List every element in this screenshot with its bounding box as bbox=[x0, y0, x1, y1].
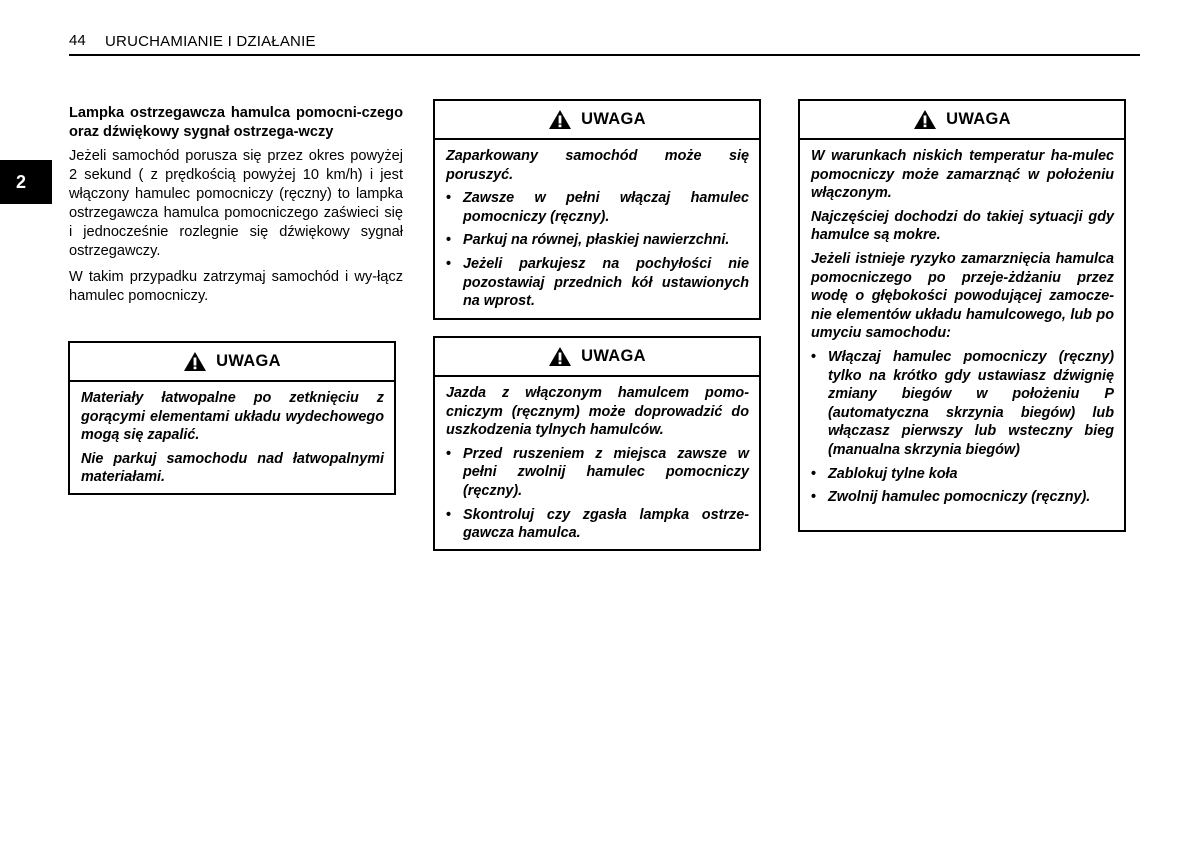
warning-list-item: • Skontroluj czy zgasła lampka ostrze-gawcza hamulca. bbox=[446, 506, 749, 543]
warning-header bbox=[435, 101, 759, 140]
warning-text: W warunkach niskich temperatur ha-mulec pomocniczy może zamarznąć w położeniu włączonym. bbox=[811, 148, 1114, 202]
warning-header bbox=[435, 338, 759, 377]
intro-paragraph: Jeżeli samochód porusza się przez okres powyżej 2 sekund ( z prędkością powyżej 10 km/h) i jest włączony hamulec pomocniczy (ręczny) to lampka ostrzegawcza hamulca pomocniczego zaświeci się i jednocześnie rozlegnie się dźwiękowy sygnał ostrzegawczy. bbox=[69, 148, 403, 259]
warning-header bbox=[800, 101, 1124, 140]
warning-box-freezing bbox=[798, 99, 1126, 532]
warning-list-item: • Włączaj hamulec pomocniczy (ręczny) tylko na krótko gdy ustawiasz dźwignię zmiany biegów w położeniu P (automatyczna skrzynia biegów) lub włączasz pierwszy lub wsteczny bieg (manualna skrzynia biegów) bbox=[811, 348, 1114, 460]
warning-list-item: • Zawsze w pełni włączaj hamulec pomocniczy (ręczny). bbox=[446, 189, 749, 226]
intro-heading: Lampka ostrzegawcza hamulca pomocni-czego oraz dźwiękowy sygnał ostrzega-wczy bbox=[69, 105, 403, 140]
warning-text: Zaparkowany samochód może się poruszyć. bbox=[446, 148, 749, 183]
warning-text: Najczęściej dochodzi do takiej sytuacji gdy hamulce są mokre. bbox=[811, 208, 1114, 244]
warning-text: Nie parkuj samochodu nad łatwopalnymi materiałami. bbox=[81, 450, 384, 486]
warning-triangle-icon bbox=[183, 351, 207, 372]
intro-paragraph: W takim przypadku zatrzymaj samochód i wy-łącz hamulec pomocniczy. bbox=[69, 269, 403, 304]
warning-list-item: • Zwolnij hamulec pomocniczy (ręczny). bbox=[811, 488, 1114, 507]
warning-title: UWAGA bbox=[581, 110, 646, 128]
warning-box-driving-with-brake bbox=[433, 336, 761, 551]
warning-box-flammable bbox=[68, 341, 396, 495]
warning-triangle-icon bbox=[913, 109, 937, 130]
warning-title: UWAGA bbox=[216, 352, 281, 370]
page-header bbox=[69, 31, 1140, 56]
intro-column bbox=[69, 104, 403, 313]
chapter-tab: 2 bbox=[0, 160, 52, 204]
warning-list-item: • Jeżeli parkujesz na pochyłości nie pozostawiaj przednich kół ustawionych na wprost. bbox=[446, 255, 749, 311]
warning-title: UWAGA bbox=[581, 347, 646, 365]
warning-text: Materiały łatwopalne po zetknięciu z gorącymi elementami układu wydechowego mogą się zapalić. bbox=[81, 390, 384, 444]
warning-box-parked-car bbox=[433, 99, 761, 320]
warning-text: Jeżeli istnieje ryzyko zamarznięcia hamulca pomocniczego po przeje-żdżaniu przez wodę o głębokości powodującej zamocze-nie elementów układu hamulcowego, lub po umyciu samochodu: bbox=[811, 250, 1114, 342]
warning-title: UWAGA bbox=[946, 110, 1011, 128]
warning-header bbox=[70, 343, 394, 382]
warning-list-item: • Zablokuj tylne koła bbox=[811, 465, 1114, 484]
warning-triangle-icon bbox=[548, 109, 572, 130]
page-number: 44 bbox=[69, 32, 86, 49]
warning-text: Jazda z włączonym hamulcem pomo-cniczym (ręcznym) może doprowadzić do uszkodzenia tylnych hamulców. bbox=[446, 385, 749, 439]
section-title: URUCHAMIANIE I DZIAŁANIE bbox=[105, 33, 316, 50]
warning-list-item: • Przed ruszeniem z miejsca zawsze w pełni zwolnij hamulec pomocniczy (ręczny). bbox=[446, 445, 749, 501]
warning-list-item: • Parkuj na równej, płaskiej nawierzchni. bbox=[446, 231, 749, 250]
warning-triangle-icon bbox=[548, 346, 572, 367]
